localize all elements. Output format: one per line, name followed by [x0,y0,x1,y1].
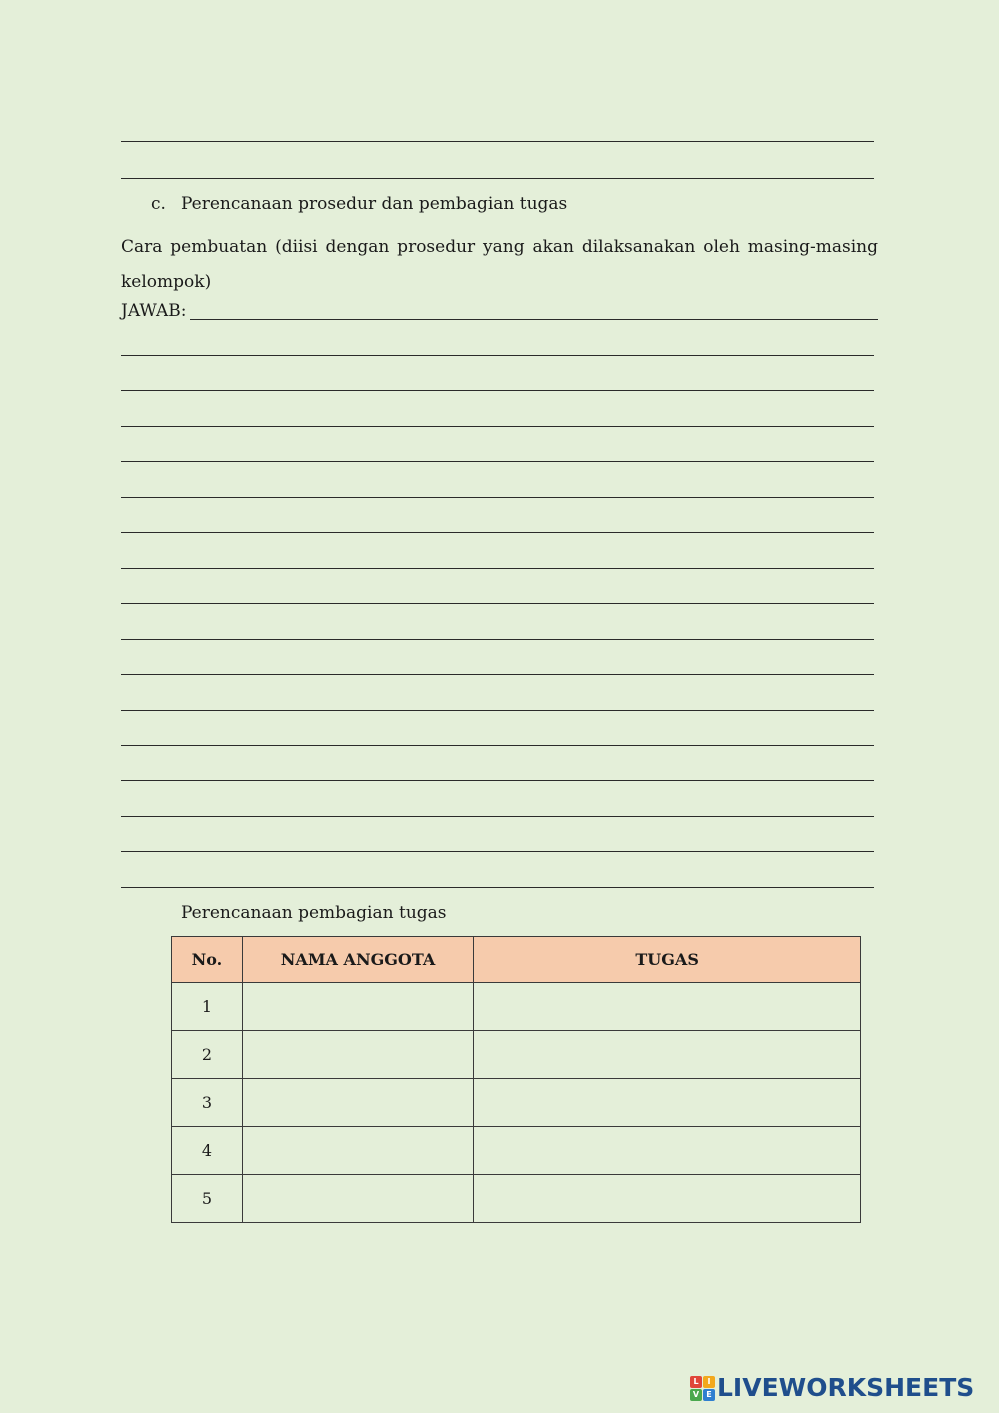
row-number: 5 [172,1175,243,1223]
member-name-cell[interactable] [242,983,473,1031]
answer-line[interactable] [121,568,874,569]
answer-line[interactable] [121,497,874,498]
member-name-cell[interactable] [242,1127,473,1175]
answer-line-top-1[interactable] [121,141,874,142]
section-c-heading [151,196,567,213]
answer-line-inline[interactable] [190,319,878,320]
answer-line[interactable] [121,390,874,391]
member-name-cell[interactable] [242,1175,473,1223]
task-cell[interactable] [474,1175,861,1223]
answer-line[interactable] [121,674,874,675]
row-number: 1 [172,983,243,1031]
header-task: TUGAS [474,937,861,983]
answer-line[interactable] [121,745,874,746]
instruction-paragraph: Cara pembuatan (diisi dengan prosedur yang akan dilaksanakan oleh masing-masing kelompok) [121,237,878,292]
brand-name: LIVEWORKSHEETS [717,1373,975,1402]
answer-line[interactable] [121,816,874,817]
logo-letter: E [703,1389,715,1401]
member-name-cell[interactable] [242,1031,473,1079]
task-cell[interactable] [474,983,861,1031]
liveworksheets-brand [690,1373,974,1402]
table-row [172,1127,861,1175]
answer-line[interactable] [121,426,874,427]
answer-line[interactable] [121,532,874,533]
task-cell[interactable] [474,1079,861,1127]
table-row [172,1175,861,1223]
answer-line[interactable] [121,355,874,356]
row-number: 2 [172,1031,243,1079]
answer-line[interactable] [121,851,874,852]
task-division-table [171,936,861,1223]
header-no: No. [172,937,243,983]
task-cell[interactable] [474,1031,861,1079]
section-c-title: Perencanaan prosedur dan pembagian tugas [181,194,568,214]
header-member-name: NAMA ANGGOTA [242,937,473,983]
liveworksheets-logo-icon [690,1376,714,1400]
table-row [172,1079,861,1127]
table-caption: Perencanaan pembagian tugas [181,903,447,923]
table-row [172,1031,861,1079]
logo-letter: L [690,1376,702,1388]
member-name-cell[interactable] [242,1079,473,1127]
row-number: 3 [172,1079,243,1127]
section-c-marker: c. [151,194,166,214]
answer-line[interactable] [121,603,874,604]
answer-line[interactable] [121,639,874,640]
answer-label: JAWAB: [121,301,187,321]
answer-line-top-2[interactable] [121,178,874,179]
logo-letter: V [690,1389,702,1401]
answer-line[interactable] [121,461,874,462]
logo-letter: I [703,1376,715,1388]
answer-line[interactable] [121,887,874,888]
row-number: 4 [172,1127,243,1175]
answer-line[interactable] [121,710,874,711]
answer-line[interactable] [121,780,874,781]
table-row [172,983,861,1031]
table-header-row [172,937,861,983]
task-cell[interactable] [474,1127,861,1175]
